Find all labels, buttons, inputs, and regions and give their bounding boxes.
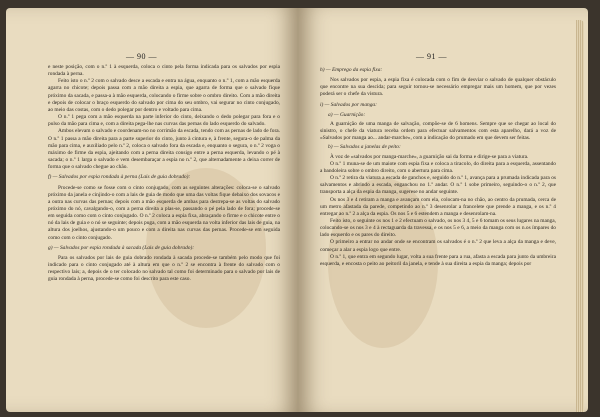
page-edges (576, 20, 584, 412)
subsection-heading: a) — Guarnição: (328, 111, 366, 118)
paragraph: Feito isto, o seguinte os nos 1 e 2 efectuam o salvado, os nos 3 4, 5 e 6 tomam os seus lugares na manga, colocando-se os nos 3 e 4 à rectaguarda da travessa, e os nos 5 e 6, a meio da manga com os n.os ímpares do lado esquerdo e os pares do direito. (320, 217, 556, 239)
right-page-body (320, 64, 556, 268)
section-heading: f) — Salvados por espia rondada à perna (Lais de guia dobrado): (48, 174, 191, 181)
section-heading: h) — Emprego da espia fixa: (320, 67, 383, 73)
right-page-number: — 91 — (416, 52, 447, 61)
paragraph: A guarnição de uma manga de salvação, compõe-se de 6 homens. Sempre que se chegar ao local do sinistro, o chefe da viatura receba ordem para efectuar salvamentos com esta aparelho, dará a voz de «Salvados por manga ao... andar-marche», com a indicação do prumado em que devem ser feitas. (320, 120, 556, 142)
left-page-body (48, 64, 280, 284)
paragraph: Ambos elevam o salvado e coordenam-no no corrimão da escada, tendo com as pernas de lado de fora. O n.º 1 passa a mão direita para a parte superior do cinto, junto à cintura e, à frente, segura-o de palma da mão para cima, e auxiliado pelo n.º 2, coloca o salvado fora da escada e, enquanto o segura, o n.º 2 voga o máximo de firme da espia, ajeitando com a perna direita consigo entre a perna esquerda, levando o pé à sacada; o n.º 1 larga o salvado e vem desembaraçar a espia no n.º 2, que alternadamente a deixa correr de forma que o salvado chegue ao chão. (48, 128, 280, 171)
left-page (6, 8, 298, 412)
section-heading: i) — Salvados por manga: (320, 101, 377, 108)
paragraph: Os nos 3 e 4 retiram a manga e avançam com ela, colocam-na no chão, ao centro da prumada, cerca de um metro afastada da parede, competindo ao n.º 3 desenrolar a francelete que prende a manga, e os n.º 4 entregar ao n.º 2 a alça da espia. Os nos 5 e 6 estendem a manga e desenrolam-na. (320, 196, 556, 217)
paragraph: Feito isto o n.º 2 com o salvado desce a escada e entra na água, enquanto o n.º 1, com a mão esquerda agarra no chicote; depois passa com a mão direita a espia, que agarra de forma que o salvado fique próximo da sacada, e passa-a à mão esquerda, colocando o firme sobre o ombro direito. Com a mão direita e depois de colocar o braço esquerdo do salvado por cima do seu ombro, vai segurar no cinto conjugado, ao meio das costas, com o dedo polegar por dentro e voltado para cima. (48, 78, 280, 113)
subsection-heading: b) — Salvados a janelas de peito: (328, 144, 401, 151)
paragraph: O n.º 1 muna-se de um maiote com espia fixa e coloca a tiracolo, do direita para a esquerda, assentando a bandoleira sobre o ombro direito, com o abertura para cima. (320, 160, 556, 174)
paragraph: Para os salvados por lais de guia dobrado rondada à sacada procede-se também pelo modo que foi indicado para o cinto conjugado até à altura em que o n.º 2 se encontra à frente do salvado com o respectivo lais; a, depois de o ter colocado no salvado tal como foi determinado para o salvado por lais de guia rondada à perna, procede-se como foi descrito para este caso. (48, 254, 280, 283)
paragraph: Nos salvados por espia, a espia fixa é colocada com o fim de desviar o salvado de qualquer obstáculo que encontre na sua descida; para seguir tornou-se necessário empregar mais um homem, que por vezes poderá ser o chefe da vistura. (320, 77, 556, 98)
section-heading: g) — Salvados por espia rondada à sacada (Lais de guia dobrado): (48, 244, 195, 251)
paragraph: O primeiro a entrar no andar onde se encontram os salvados é o n.º 2 que leva a alça da manga e deve, começar a alar a espia logo que entre. (320, 239, 556, 253)
paragraph: À voz de «salvados por manga-marche», a guarnição sai da forma e dirige-se para a viatura. (330, 153, 529, 160)
paragraph: O n.º 1, que entra em segundo lugar, volta a sua frente para a rua, afasta a escada para junto da umbreira esquerda, e encosta o peito ao peitoril da janela, e tende à sua direita a espia da manga; depois por (320, 253, 556, 267)
paragraph: O n.º 1 pega com a mão esquerda na parte inferior do cinto, deixando o dedo polegar para fora e o pulso da mão para cima e, com a direita pega-lhe nas curvas das pernas do lado esquerdo do salvado. (48, 114, 280, 128)
paragraph: O n.º 2 retira da viatura a escada de ganchos e, seguido do n.º 1, avança para a prumada indicada para os salvamentos e abrindo a escada, enganchou no 1.º andar. O n.º 1 sobe primeiro, seguindo-o o n.º 2, que transporta a alça da espia da manga, sugerese no andar seguinte. (320, 175, 556, 196)
right-page (298, 8, 588, 412)
paragraph: Procede-se como se fosse com o cinto conjugado, com as seguintes alterações: coloca-se o salvado próximo da janela e cinjindo-o com a lais de guia de modo que uma das voltas fique debaixo dos sovacos e a outra nas curvas das pernas; depois com a mão esquerda de ambas para destrepa-se as voltas do salvado próximo do nó, cavalgando-o, com a perna direita a plas-se, passando o pé pela lado de fora; procede-se em seguida como com o cinto conjugado. O n.º 2 coloca a espia fixa, abraçando o firme e o chicote entre o nó da lais de guia e o nó se seguinte; depois puga, com a mão esquerda na volta inferior das lais de guia, na altura dos joelhos, ajustando-o um pouco e com a direita nas curvas das pernas. Procede-se em seguida como com o cinto conjugado. (48, 184, 280, 241)
paragraph: e neste posição, com o n.º 1 à esquerda, coloca o cinto pela forma indicada para os salvados por espia rondada à perna. (48, 64, 280, 78)
left-page-number: — 90 — (126, 52, 157, 61)
